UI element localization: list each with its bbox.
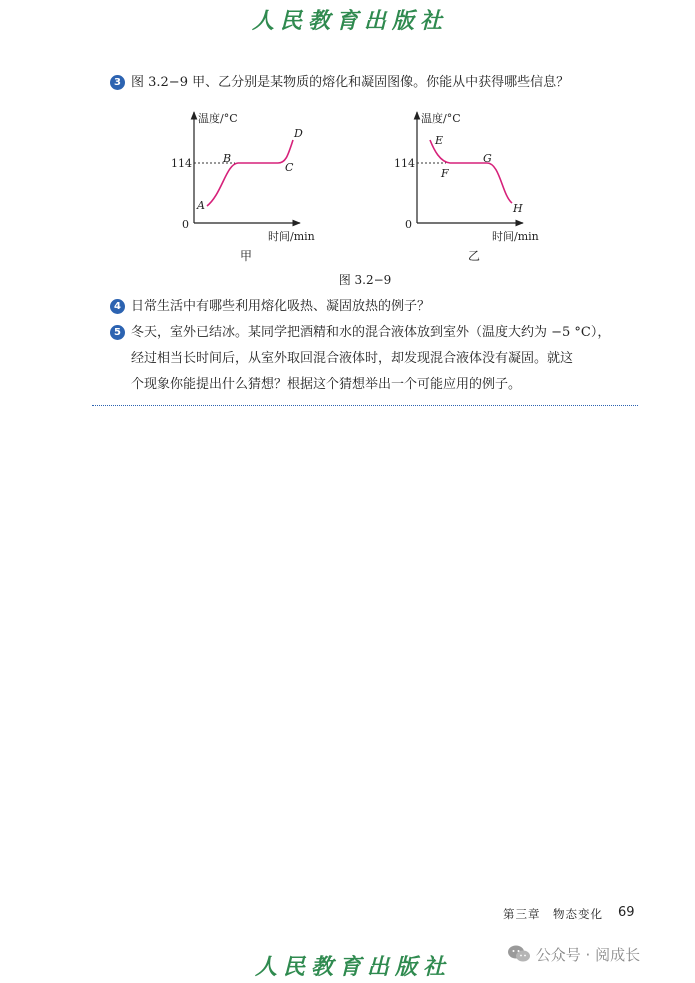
- point-H: H: [513, 202, 523, 215]
- section-divider: [92, 405, 638, 406]
- question-3: [110, 70, 569, 96]
- figure-caption: 图 3.2−9: [338, 273, 392, 287]
- question-5-line-3: 个现象你能提出什么猜想？根据这个猜想举出一个可能应用的例子。: [131, 377, 522, 392]
- point-D: D: [294, 127, 303, 140]
- origin-label: 0: [405, 218, 412, 231]
- watermark-text: 公众号 · 阅成长: [535, 946, 641, 964]
- footer-publisher: 人民教育出版社: [255, 954, 452, 980]
- point-G: G: [483, 152, 492, 165]
- tick-114: 114: [171, 157, 192, 170]
- question-4-text: 日常生活中有哪些利用熔化吸热、凝固放热的例子？: [131, 299, 431, 314]
- x-axis-label: 时间/min: [492, 230, 539, 243]
- graph-yi: [394, 111, 539, 263]
- question-5: [110, 320, 610, 346]
- point-C: C: [285, 161, 294, 174]
- question-5-line-2: 经过相当长时间后，从室外取回混合液体时，却发现混合液体没有凝固。就这: [131, 351, 574, 366]
- point-B: B: [223, 152, 232, 165]
- question-number-badge: 3: [110, 75, 125, 90]
- question-number-badge: 5: [110, 325, 125, 340]
- tick-114: 114: [394, 157, 415, 170]
- point-A: A: [197, 199, 205, 212]
- melting-curve: [207, 140, 293, 206]
- y-axis-label: 温度/°C: [198, 112, 238, 125]
- sublabel-jia: 甲: [240, 249, 253, 263]
- footer-chapter: 第三章 物态变化: [503, 907, 603, 921]
- point-E: E: [435, 134, 444, 147]
- sublabel-yi: 乙: [468, 249, 481, 263]
- question-5-line-1: 冬天，室外已结冰。某同学把酒精和水的混合液体放到室外（温度大约为 −5 °C），: [131, 325, 611, 340]
- figure-melting-solidification: [150, 100, 570, 270]
- page-number: 69: [618, 905, 635, 920]
- graph-jia: [171, 111, 315, 263]
- watermark: [507, 944, 640, 965]
- question-4: [110, 294, 430, 320]
- point-F: F: [441, 167, 449, 180]
- question-3-text: 图 3.2−9 甲、乙分别是某物质的熔化和凝固图像。你能从中获得哪些信息？: [131, 75, 570, 90]
- wechat-icon: [507, 944, 531, 964]
- header-publisher: 人民教育出版社: [252, 8, 449, 34]
- question-number-badge: 4: [110, 299, 125, 314]
- origin-label: 0: [182, 218, 189, 231]
- y-axis-label: 温度/°C: [421, 112, 461, 125]
- x-axis-label: 时间/min: [268, 230, 315, 243]
